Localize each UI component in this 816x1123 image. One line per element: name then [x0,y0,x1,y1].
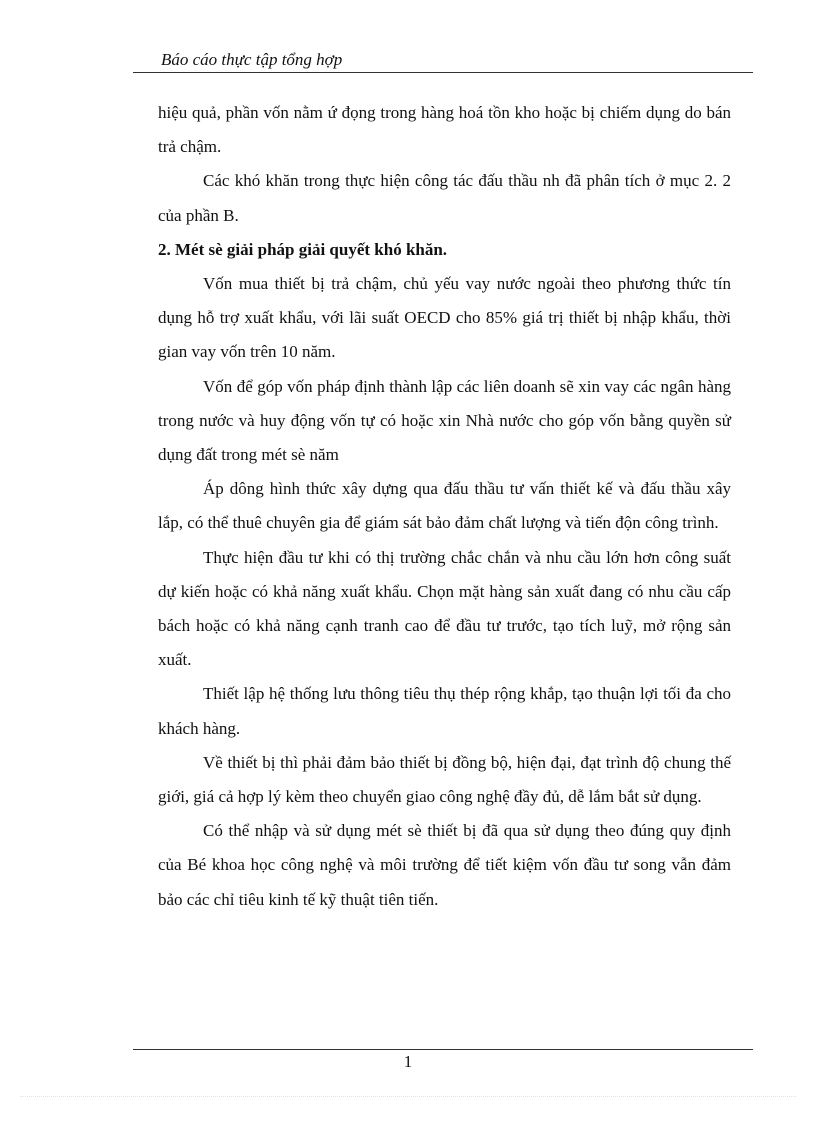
page-header [133,46,753,73]
page-number: 1 [403,1052,413,1071]
paragraph-loan-capital: Vốn mua thiết bị trả chậm, chủ yếu vay nước ngoài theo phương thức tín dụng hỗ trợ xuất khẩu, với lãi suất OECD cho 85% giá trị thiết bị nhập khẩu, thời gian vay vốn trên 10 năm. [158,274,731,362]
paragraph-bidding: Áp dông hình thức xây dựng qua đấu thầu tư vấn thiết kế và đấu thầu xây lắp, có thể thuê chuyên gia để giám sát bảo đảm chất lượng và tiến độn công trình. [158,479,731,533]
paragraph-legal-capital: Vốn để góp vốn pháp định thành lập các liên doanh sẽ xin vay các ngân hàng trong nước và huy động vốn tự có hoặc xin Nhà nước cho góp vốn bằng quyền sử dụng đất trong mét sè năm [158,376,731,465]
footer-divider [133,1049,753,1050]
continuation-paragraph: hiệu quả, phần vốn nằm ứ đọng trong hàng hoá tồn kho hoặc bị chiếm dụng do bán trả chậm. [158,103,731,157]
page-edge-divider [20,1096,796,1097]
paragraph-used-equipment: Có thể nhập và sử dụng mét sè thiết bị đã qua sử dụng theo đúng quy định của Bé khoa học công nghệ và môi trường để tiết kiệm vốn đầu tư song vẫn đảm bảo các chỉ tiêu kinh tế kỹ thuật tiên tiến. [158,821,731,909]
document-body [158,96,731,917]
difficulties-reference-paragraph: Các khó khăn trong thực hiện công tác đấu thầu nh đã phân tích ở mục 2. 2 của phần B. [158,171,731,225]
header-title: Báo cáo thực tập tổng hợp [161,50,343,69]
paragraph-distribution: Thiết lập hệ thống lưu thông tiêu thụ thép rộng khắp, tạo thuận lợi tối đa cho khách hàng. [158,684,731,738]
section-heading: 2. Mét sè giải pháp giải quyết khó khăn. [158,239,448,259]
paragraph-investment-timing: Thực hiện đầu tư khi có thị trường chắc chắn và nhu cầu lớn hơn công suất dự kiến hoặc có khả năng xuất khẩu. Chọn mặt hàng sản xuất đang có nhu cầu cấp bách hoặc có khả năng cạnh tranh cao để đầu tư trước, tạo tích luỹ, mở rộng sản xuất. [158,547,731,670]
paragraph-equipment: Về thiết bị thì phải đảm bảo thiết bị đồng bộ, hiện đại, đạt trình độ chung thế giới, giá cả hợp lý kèm theo chuyển giao công nghệ đầy đủ, dễ lắm bắt sử dụng. [158,752,731,807]
